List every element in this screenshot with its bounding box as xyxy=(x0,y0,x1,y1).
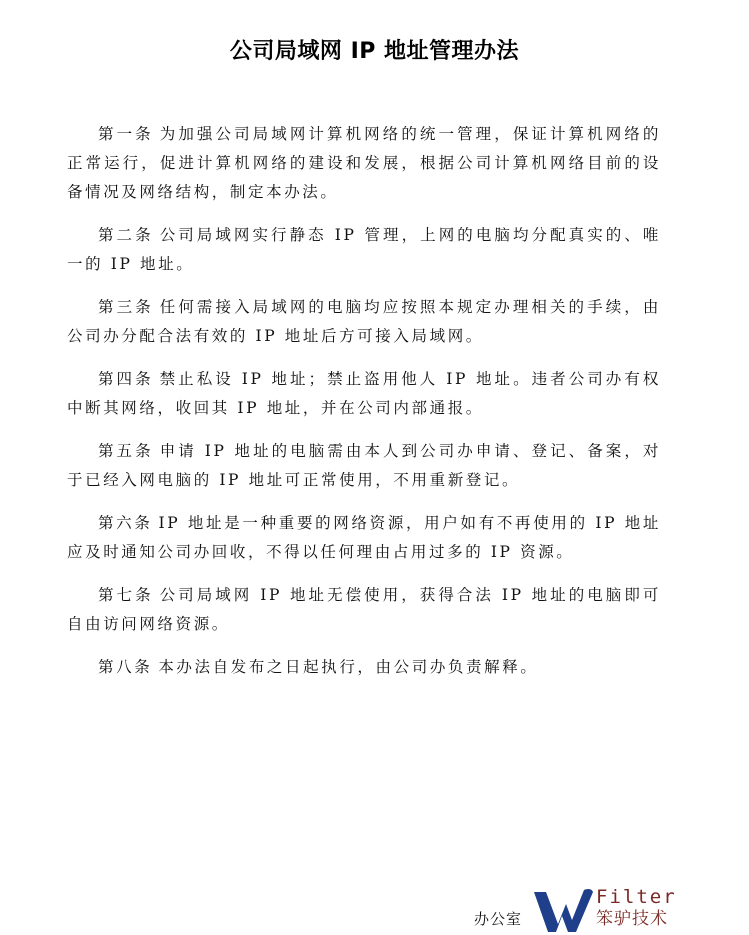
article-5 xyxy=(67,437,661,495)
article-text: 本办法自发布之日起执行，由公司办负责解释。 xyxy=(158,658,539,676)
watermark-brand xyxy=(596,886,677,930)
article-1 xyxy=(67,120,661,207)
article-text: 为加强公司局域网计算机网络的统一管理，保证计算机网络的正常运行，促进计算机网络的建设和发展，根据公司计算机网络目前的设备情况及网络结构，制定本办法。 xyxy=(67,125,661,201)
article-8 xyxy=(67,653,661,682)
article-text: 公司局域网 IP 地址无偿使用，获得合法 IP 地址的电脑即可自由访问网络资源。 xyxy=(67,586,661,633)
article-7 xyxy=(67,581,661,639)
footer xyxy=(472,884,732,934)
brand-en: Filter xyxy=(596,886,677,908)
article-text: 公司局域网实行静态 IP 管理，上网的电脑均分配真实的、唯一的 IP 地址。 xyxy=(67,226,661,273)
article-3 xyxy=(67,293,661,351)
article-label: 第八条 xyxy=(98,658,153,676)
article-6 xyxy=(67,509,661,567)
article-label: 第一条 xyxy=(98,125,154,143)
w-logo-icon xyxy=(532,886,594,934)
article-label: 第二条 xyxy=(98,226,154,244)
article-text: IP 地址是一种重要的网络资源，用户如有不再使用的 IP 地址应及时通知公司办回收，不得以任何理由占用过多的 IP 资源。 xyxy=(67,514,661,561)
article-label: 第三条 xyxy=(98,298,154,316)
signature: 办公室 xyxy=(474,910,523,928)
article-label: 第五条 xyxy=(98,442,154,460)
article-label: 第六条 xyxy=(98,514,153,532)
document-title: 公司局域网 IP 地址管理办法 xyxy=(229,39,520,64)
article-4 xyxy=(67,365,661,423)
article-2 xyxy=(67,221,661,279)
article-text: 申请 IP 地址的电脑需由本人到公司办申请、登记、备案，对于已经入网电脑的 IP 地址可正常使用，不用重新登记。 xyxy=(67,442,661,489)
document-body xyxy=(67,120,661,696)
article-text: 任何需接入局域网的电脑均应按照本规定办理相关的手续，由公司办分配合法有效的 IP 地址后方可接入局域网。 xyxy=(67,298,661,345)
article-label: 第四条 xyxy=(98,370,154,388)
brand-cn: 笨驴技术 xyxy=(596,909,668,929)
article-text: 禁止私设 IP 地址；禁止盗用他人 IP 地址。违者公司办有权中断其网络，收回其 IP 地址，并在公司内部通报。 xyxy=(67,370,661,417)
article-label: 第七条 xyxy=(98,586,154,604)
